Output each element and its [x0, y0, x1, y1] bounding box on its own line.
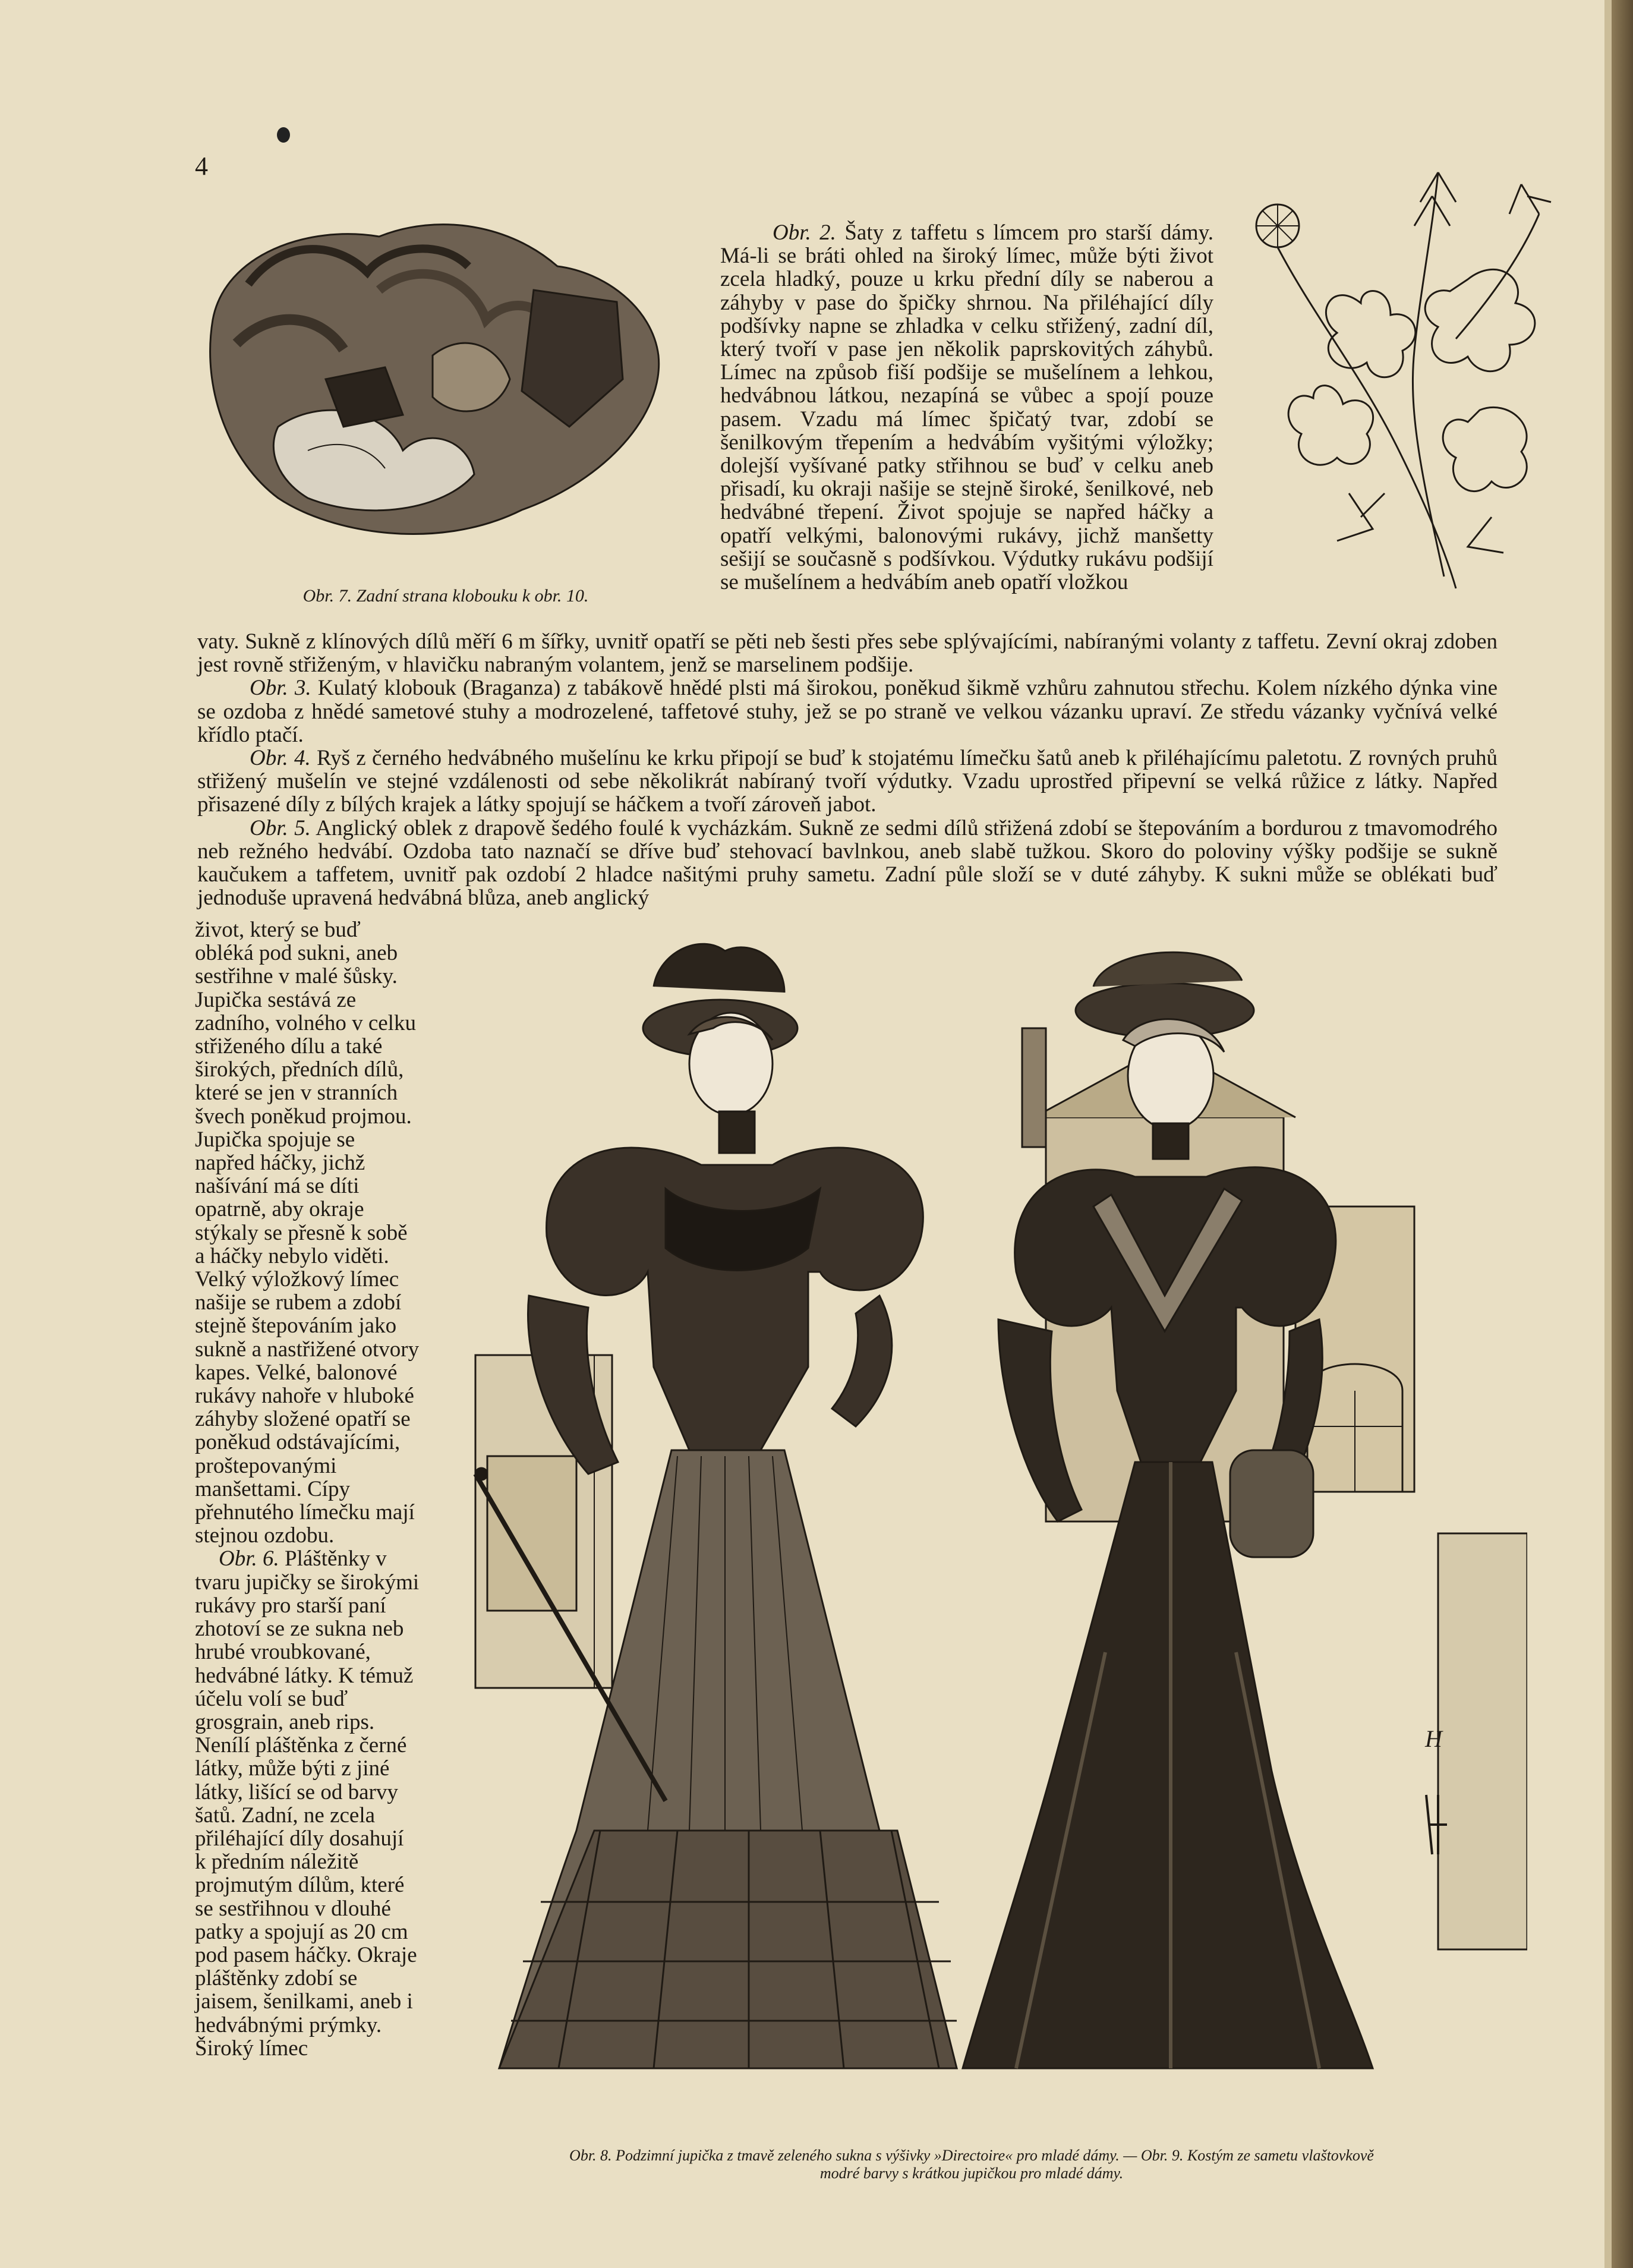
paragraph-text: Ryš z černého hedvábného mušelínu ke krku připojí se buď k stojatému límečku šatů aneb k přiléhajícímu paletotu. Z rovných pruhů střižený mušelín ve stejné vzdálenosti od sebe několikrát nabíraný tvoří výdutky. Vzadu uprostřed připevní se velká růžice z látky. Napřed přisazené díly z bílých krajek a látky spojují se háčkem a tvoří zároveň jabot.	[197, 746, 1498, 817]
page-gutter	[1604, 0, 1612, 2268]
paragraph-text: Anglický oblek z drapově šedého foulé k vycházkám. Sukně ze sedmi dílů střižená zdobí se štepováním a bordurou z tmavomodrého neb režného hedvábí. Ozdoba tato naznačí se dříve buď stehovací bavlnkou, aneb slabě tužkou. Skoro do poloviny výšky podšije se sukně kaučukem a taffetem, uvnitř pak ozdobí 2 hladce našitými pruhy sametu. Zadní půle složí se v duté záhyby. K sukni může se oblékati buď jednoduše upravená hedvábná blůza, aneb anglický	[197, 815, 1498, 911]
figure-reference: Obr. 2.	[773, 220, 836, 245]
figure-reference: Obr. 4.	[250, 746, 311, 771]
hat-engraving-icon	[189, 201, 682, 569]
paragraph	[195, 918, 420, 1547]
paragraph	[197, 817, 1498, 910]
paragraph-text: Kulatý klobouk (Braganza) z tabákově hnědé plsti má širokou, poněkud šikmě vzhůru zahnutou střechu. Kolem nízkého dýnka vine se ozdoba z hnědé sametové stuhy a modrozelené, taffetové stuhy, jež se po straně ve velkou vázanku upraví. Ze středu vázanky vyčnívá velké křídlo ptačí.	[197, 676, 1498, 747]
caption-line: Obr. 8. Podzimní jupička z tmavě zeleného sukna s výšivky »Directoire« pro mladé dámy. — Obr. 9. Kostým ze sametu vlaštovkově	[569, 2147, 1374, 2164]
paragraph	[197, 746, 1498, 817]
paragraph	[197, 630, 1498, 676]
page-edge	[1612, 0, 1633, 2268]
paragraph	[197, 676, 1498, 746]
figure-reference: Obr. 3.	[250, 676, 311, 701]
engraver-monogram: H	[1425, 1725, 1442, 1752]
costumes-figure-caption	[440, 2147, 1503, 2182]
hat-figure-caption: Obr. 7. Zadní strana klobouku k obr. 10.	[302, 586, 589, 606]
page-number: 4	[195, 152, 208, 181]
paragraph-text: Pláštěnky v tvaru jupičky se širokými rukávy pro starší paní zhotoví se ze sukna neb hrubé vroubkované, hedvábné látky. K témuž účelu volí se buď grosgrain, aneb rips. Nenílí pláštěnka z černé látky, může býti z jiné látky, lišící se od barvy šatů. Zadní, ne zcela přiléhající díly dosahují k předním náležitě projmutým dílům, které se sestřihnou v dlouhé patky a spojují as 20 cm pod pasem háčky. Okraje pláštěnky zdobí se jaisem, šenilkami, aneb i hedvábnými prýmky. Široký límec	[195, 1546, 420, 2061]
paragraph-text: život, který se buď obléká pod sukni, aneb sestřihne v malé šůsky. Jupička sestává ze zadního, volného v celku střiženého dílu a také širokých, předních dílů, které se jen v stranních švech poněkud projmou. Jupička spojuje se napřed háčky, jichž našívání má se díti opatrně, aby okraje stýkaly se přesně k sobě a háčky nebylo viděti. Velký výložkový límec našije se rubem a zdobí stejně štepováním jako sukně a nastřižené otvory kapes. Velké, balonové rukávy nahoře v hluboké záhyby složené opatří se poněkud odstávajícími, proštepovanými manšettami. Cípy přehnutého límečku mají stejnou ozdobu.	[195, 918, 420, 1548]
wide-column-text	[197, 630, 1498, 909]
top-column-text	[720, 221, 1213, 594]
paragraph-text: Šaty z taffetu s límcem pro starší dámy. Má-li se bráti ohled na široký límec, může býti život zcela hladký, pouze u krku přední díly se naberou a záhyby v pase do špičky shrnou. Na přiléhající díly podšívky napne se zhladka v celku střižený, zadní díl, který tvoří v pase jen několik paprskovitých záhybů. Límec na způsob fiší podšije se mušelínem a lehkou, hedvábnou látkou, nezapíná se vůbec a spojí pouze pasem. Vzadu má límec špičatý tvar, zdobí se šenilkovým třepením a hedvábím vyšitými výložky; dolejší vyšívané patky střihnou se buď v celku aneb přisadí, ku okraji našije se stejně široké, šenilkové, neb hedvábné třepení. Život spojuje se napřed háčky a opatří velkými, balonovými rukávy, jichž manšetty sešijí se současně s podšívkou. Výdutky rukávu podšijí se mušelínem a hedvábím aneb opatří vložkou	[720, 220, 1213, 595]
caption-line: modré barvy s krátkou jupičkou pro mladé dámy.	[819, 2165, 1124, 2182]
two-women-costumes-engraving-icon	[452, 939, 1527, 2134]
paragraph	[195, 1547, 420, 2059]
figure-reference: Obr. 6.	[219, 1546, 279, 1571]
ink-spot	[277, 127, 290, 143]
wildflower-engraving-icon	[1242, 160, 1581, 600]
narrow-column-text	[195, 918, 420, 2060]
paragraph-text: vaty. Sukně z klínových dílů měří 6 m šířky, uvnitř opatří se pěti neb šesti přes sebe splývajícími, nabíranými volanty z taffetu. Zevní okraj zdoben jest rovně střiženým, v hlavičku nabraným volantem, jenž se marselinem podšije.	[197, 629, 1498, 678]
paragraph	[720, 221, 1213, 594]
figure-reference: Obr. 5.	[250, 815, 311, 840]
